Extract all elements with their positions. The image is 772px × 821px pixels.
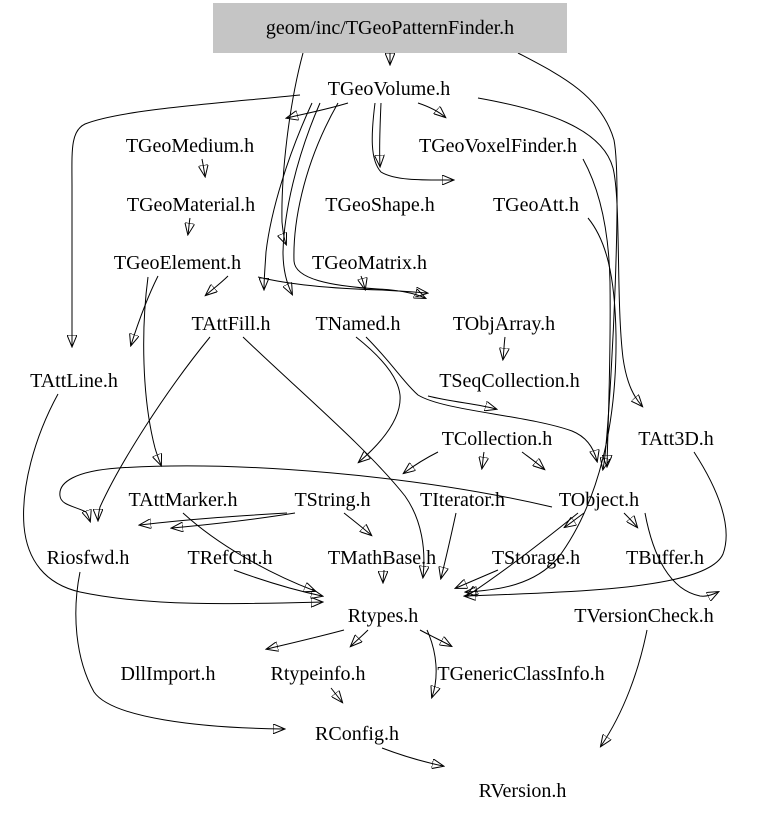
node-rtypeinfo[interactable]: Rtypeinfo.h: [270, 662, 366, 685]
node-riosfwd[interactable]: Riosfwd.h: [46, 546, 130, 569]
edge-tcollection-to-tstring: [404, 452, 438, 473]
node-tcollection[interactable]: TCollection.h: [441, 427, 553, 450]
node-rversion[interactable]: RVersion.h: [478, 779, 567, 802]
edge-tattfill-to-rtypes: [243, 337, 424, 577]
edge-tgeoelement-to-tattfill: [206, 276, 228, 295]
node-tmathbase[interactable]: TMathBase.h: [327, 546, 437, 569]
node-tbuffer[interactable]: TBuffer.h: [626, 546, 704, 569]
node-tatt3d[interactable]: TAtt3D.h: [638, 427, 714, 450]
node-tgeomaterial[interactable]: TGeoMaterial.h: [126, 193, 256, 216]
edge-tgeomaterial-to-tgeoelement: [188, 218, 190, 234]
edge-rtypes-to-tgenericclassinfo: [420, 630, 451, 646]
edge-rtypes-to-dllimport: [267, 630, 344, 649]
node-tattfill[interactable]: TAttFill.h: [191, 312, 271, 335]
edge-tobject-to-tbuffer: [624, 513, 637, 527]
edge-tstring-to-trefcnt: [172, 513, 295, 528]
node-tstring[interactable]: TString.h: [294, 488, 371, 511]
node-rtypes[interactable]: Rtypes.h: [347, 604, 419, 627]
edge-tgeovolume-to-tgeomedium: [287, 103, 348, 118]
edge-tgeomedium-to-tgeomaterial: [202, 159, 205, 176]
node-tgeoshape[interactable]: TGeoShape.h: [325, 193, 435, 216]
node-dllimport[interactable]: DllImport.h: [120, 662, 216, 685]
edge-tobjarray-to-tseqcollection: [503, 337, 505, 359]
edge-tcollection-to-titerator: [482, 452, 484, 468]
node-tgenericclassinfo[interactable]: TGenericClassInfo.h: [437, 662, 605, 685]
node-tgeoelement[interactable]: TGeoElement.h: [113, 251, 242, 274]
edge-tgeoatt-to-rtypes: [466, 218, 616, 592]
node-tobjarray[interactable]: TObjArray.h: [452, 312, 556, 335]
edge-trefcnt-to-rtypes: [234, 570, 322, 596]
edge-rtypes-to-rtypeinfo: [351, 630, 368, 646]
node-tgeovoxelfinder[interactable]: TGeoVoxelFinder.h: [419, 134, 577, 157]
edge-tmathbase-to-rtypes: [383, 570, 384, 582]
edge-tgeovolume-to-tgeovoxelfinder: [418, 103, 445, 117]
edge-rtypeinfo-to-rconfig: [331, 688, 342, 702]
node-tseqcollection[interactable]: TSeqCollection.h: [439, 369, 580, 392]
edge-tgeopatternfinder-to-tobject: [518, 53, 617, 469]
node-tattmarker[interactable]: TAttMarker.h: [128, 488, 238, 511]
edge-tgeoelement-to-tobjarray: [258, 277, 427, 293]
edge-tcollection-to-tobject: [522, 452, 544, 469]
node-titerator[interactable]: TIterator.h: [420, 488, 505, 511]
node-tnamed[interactable]: TNamed.h: [315, 312, 401, 335]
edge-tgeovolume-to-tgeoshape: [380, 103, 381, 166]
edge-tgeomatrix-to-tnamed: [361, 276, 365, 289]
edge-tnamed-to-tstring: [356, 337, 400, 462]
node-tgeomedium[interactable]: TGeoMedium.h: [125, 134, 255, 157]
node-trefcnt[interactable]: TRefCnt.h: [187, 546, 273, 569]
edge-tversioncheck-to-rversion: [601, 630, 647, 746]
edge-tatt3d-to-rtypes: [465, 452, 726, 596]
node-tgeoatt[interactable]: TGeoAtt.h: [492, 193, 580, 216]
edge-tgeoelement-to-tattmarker: [144, 277, 161, 465]
node-tgeovolume[interactable]: TGeoVolume.h: [327, 78, 451, 100]
node-rconfig[interactable]: RConfig.h: [315, 722, 399, 745]
edge-tstring-to-tmathbase: [344, 513, 371, 535]
node-tgeopatternfinder: geom/inc/TGeoPatternFinder.h: [213, 3, 567, 53]
edge-riosfwd-to-rconfig: [76, 572, 284, 729]
edge-rconfig-to-rversion: [382, 748, 443, 766]
node-tversioncheck[interactable]: TVersionCheck.h: [574, 604, 714, 627]
node-tstorage[interactable]: TStorage.h: [491, 546, 581, 569]
node-tobject[interactable]: TObject.h: [558, 488, 640, 511]
edge-tstring-to-riosfwd: [140, 513, 287, 525]
node-tattline[interactable]: TAttLine.h: [30, 369, 118, 392]
node-tgeomatrix[interactable]: TGeoMatrix.h: [312, 251, 427, 274]
